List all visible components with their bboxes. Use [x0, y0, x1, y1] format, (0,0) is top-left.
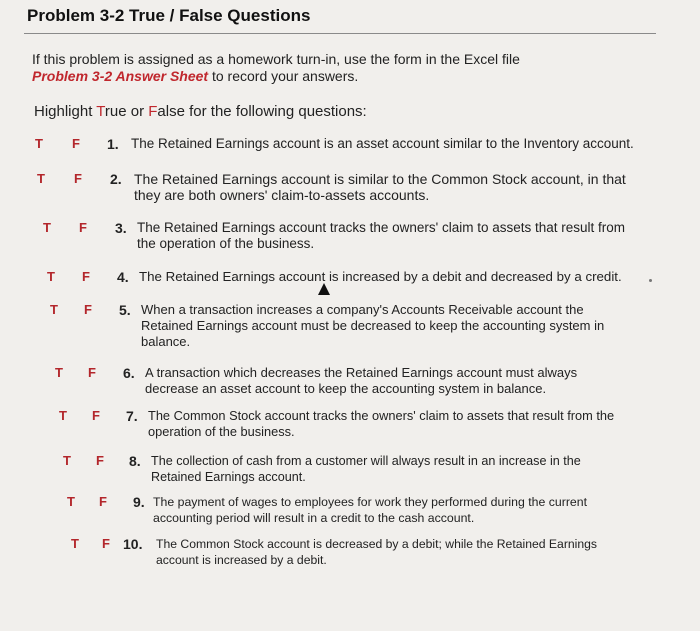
true-option[interactable]: T [67, 494, 75, 509]
intro-line-2 [32, 68, 520, 85]
true-option[interactable]: T [37, 171, 45, 186]
question-text: A transaction which decreases the Retained Earnings account must always decrease an asset account to keep the accounting system in balance. [145, 365, 578, 396]
mouse-cursor-icon [318, 283, 330, 295]
question-text: The Retained Earnings account is an asset account similar to the Inventory account. [131, 136, 634, 151]
question-text: The payment of wages to employees for work they performed during the current accounting period will result in a credit to the cash account. [153, 495, 588, 525]
question-number: 6. [123, 365, 135, 381]
true-option[interactable]: T [50, 302, 58, 317]
instruction-text [34, 103, 367, 120]
question-number: 5. [119, 302, 131, 318]
true-option[interactable]: T [71, 536, 79, 551]
false-option[interactable]: F [72, 136, 80, 151]
question-number: 4. [117, 269, 129, 285]
true-option[interactable]: T [59, 408, 67, 423]
question-4 [47, 269, 657, 287]
question-3 [43, 220, 663, 254]
false-option[interactable]: F [82, 269, 90, 284]
question-number: 7. [126, 408, 138, 424]
intro-line-2-rest: to record your answers. [208, 68, 359, 84]
question-6 [55, 365, 645, 399]
false-option[interactable]: F [74, 171, 82, 186]
question-number: 10. [123, 536, 143, 552]
instruction-false-word: False [148, 103, 185, 120]
stray-dot [649, 279, 652, 282]
intro-text [32, 51, 520, 85]
false-option[interactable]: F [102, 536, 110, 551]
question-number: 3. [115, 220, 127, 236]
question-9 [67, 494, 627, 528]
question-10 [71, 536, 621, 570]
true-option[interactable]: T [43, 220, 51, 235]
question-text: When a transaction increases a company's Accounts Receivable account the Retained Earnings account must be decreased to keep the accounting system in balance. [141, 302, 605, 349]
false-option[interactable]: F [96, 453, 104, 468]
question-number: 8. [129, 453, 141, 469]
false-option[interactable]: F [84, 302, 92, 317]
false-option[interactable]: F [88, 365, 96, 380]
true-option[interactable]: T [35, 136, 43, 151]
instruction-suffix: for the following questions: [184, 103, 367, 120]
page-title: Problem 3-2 True / False Questions [27, 6, 311, 25]
question-text: The Common Stock account tracks the owners' claim to assets that result from the operation of the business. [148, 408, 615, 439]
answer-sheet-reference: Problem 3-2 Answer Sheet [32, 68, 209, 84]
instruction-true-rest: rue [104, 103, 127, 120]
true-option[interactable]: T [47, 269, 55, 284]
question-number: 9. [133, 494, 145, 510]
question-8 [63, 453, 633, 487]
instruction-mid: or [126, 103, 149, 120]
question-text: The Retained Earnings account is increased by a debit and decreased by a credit. [139, 269, 622, 284]
false-option[interactable]: F [99, 494, 107, 509]
question-number: 1. [107, 136, 119, 152]
question-5 [50, 302, 650, 352]
question-1 [35, 136, 675, 154]
false-option[interactable]: F [92, 408, 100, 423]
question-text: The Retained Earnings account is similar to the Common Stock account, in that they are both owners' claim-to-assets accounts. [134, 171, 626, 203]
true-option[interactable]: T [63, 453, 71, 468]
question-text: The Common Stock account is decreased by a debit; while the Retained Earnings account is increased by a debit. [156, 537, 598, 567]
question-2 [37, 171, 667, 205]
question-text: The collection of cash from a customer will always result in an increase in the Retained Earnings account. [151, 454, 581, 484]
false-option[interactable]: F [79, 220, 87, 235]
question-number: 2. [110, 171, 122, 187]
intro-line-1: If this problem is assigned as a homework turn-in, use the form in the Excel file [32, 51, 520, 67]
title-divider [24, 33, 656, 34]
instruction-prefix: Highlight [34, 103, 97, 120]
instruction-true-word: True [96, 103, 127, 120]
question-7 [59, 408, 639, 442]
true-option[interactable]: T [55, 365, 63, 380]
question-text: The Retained Earnings account tracks the owners' claim to assets that result from the operation of the business. [137, 220, 626, 251]
